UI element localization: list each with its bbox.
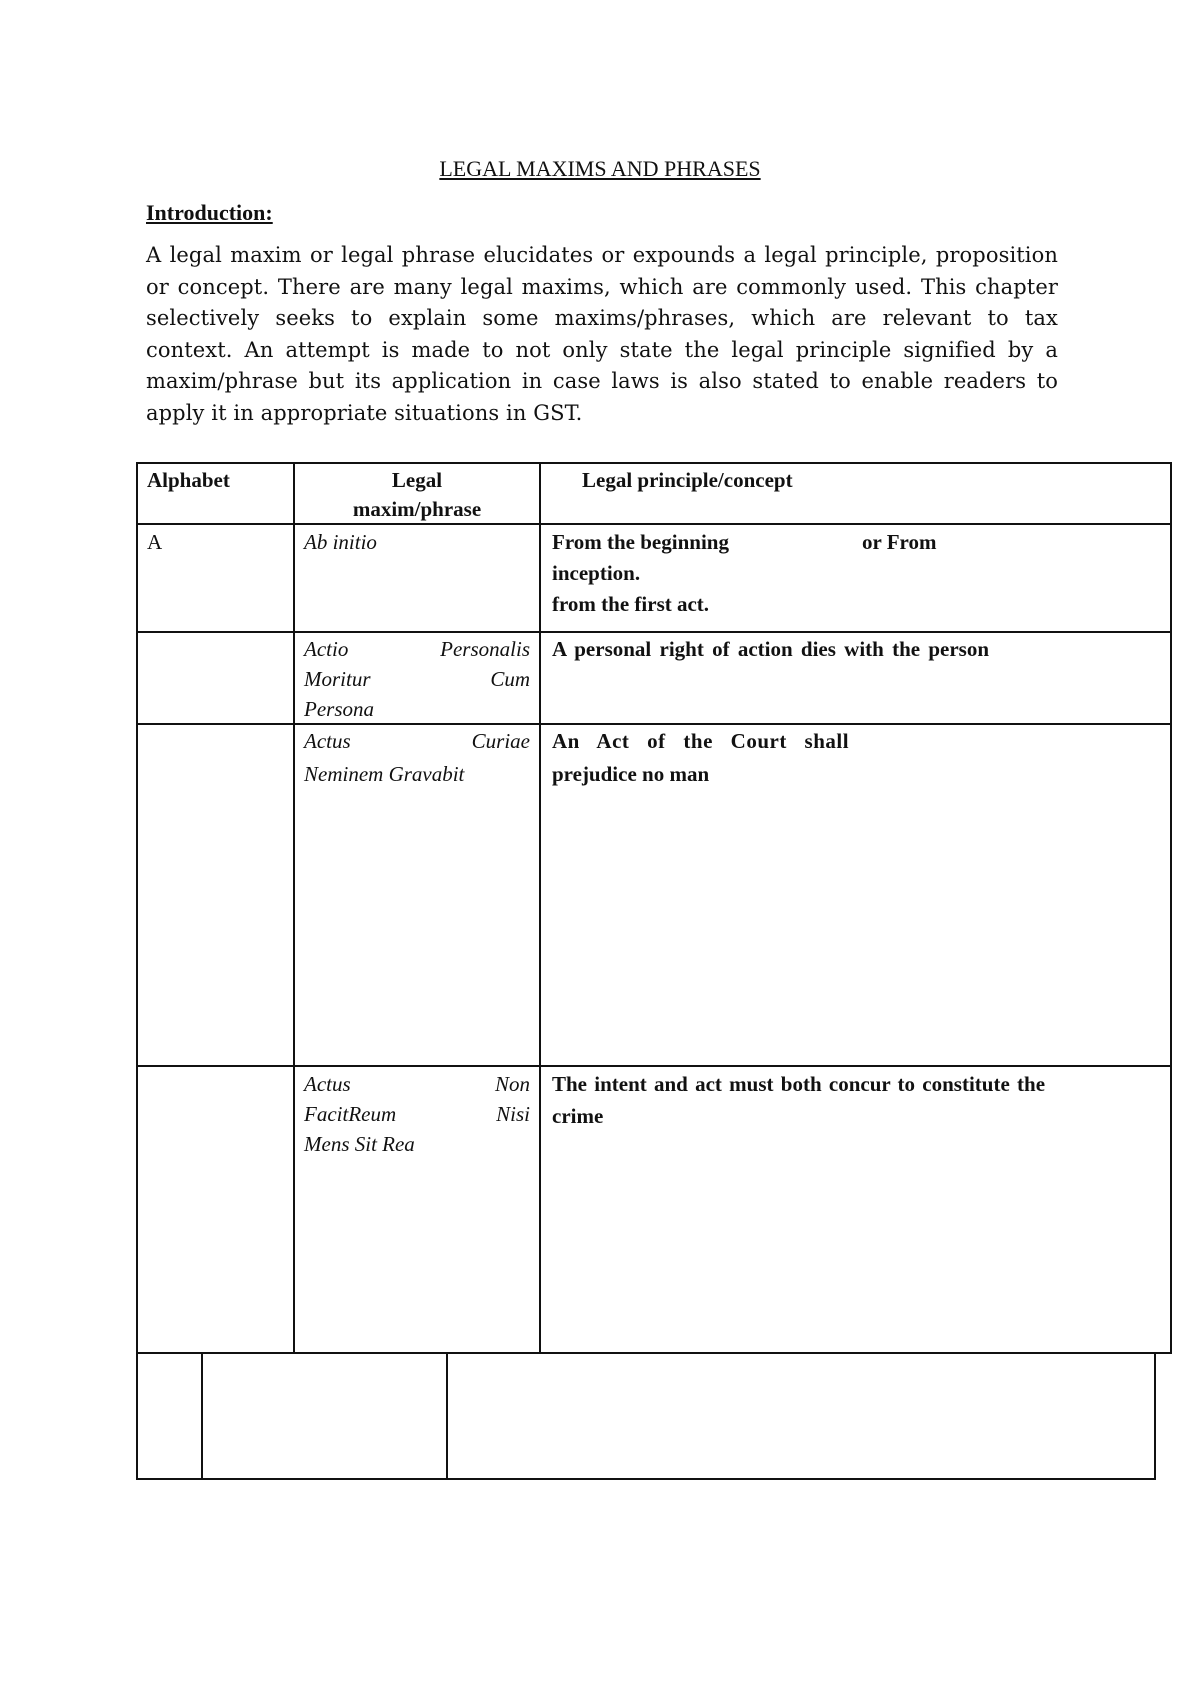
row-maxim-word: FacitReum (304, 1102, 397, 1126)
table-border-bottom (136, 1478, 1156, 1480)
row-maxim-word: Cum (490, 667, 530, 691)
table-border-right (1154, 1352, 1156, 1480)
table-col-divider (293, 462, 295, 1353)
row-maxim-word: Mens Sit Rea (304, 1132, 415, 1156)
row-maxim-word: Neminem Gravabit (304, 762, 465, 786)
row-principle-line: or From (862, 530, 937, 554)
row-principle-line: An Act of the Court shall (552, 729, 850, 753)
row-maxim-word: Actus (304, 729, 351, 753)
row-maxim-word: Curiae (471, 729, 530, 753)
header-principle: Legal principle/concept (582, 468, 793, 492)
row-alphabet: A (147, 530, 163, 554)
intro-heading: Introduction: (146, 200, 273, 225)
row-principle-line: A personal right of action dies with the person (552, 637, 990, 661)
table-row-divider (136, 1065, 1172, 1067)
row-maxim: Ab initio (304, 530, 377, 554)
row-maxim-word: Persona (304, 697, 374, 721)
row-principle-line: prejudice no man (552, 762, 710, 786)
table-border-left (136, 462, 138, 1480)
intro-paragraph: A legal maxim or legal phrase elucidates or expounds a legal principle, proposition or concept. There are many legal maxims, which are commonly used. This chapter selectively seeks to explain some maxims/phrases, which are relevant to tax context. An attempt is made to not only state the legal principle signified by a maxim/phrase but its application in case laws is also stated to enable readers to apply it in appropriate situations in GST. (146, 243, 1058, 425)
page-title: LEGAL MAXIMS AND PHRASES (439, 156, 761, 181)
table-border-top (136, 462, 1172, 464)
row-maxim-word: Personalis (440, 637, 530, 661)
row-principle-line: crime (552, 1104, 604, 1128)
table-row-divider (136, 631, 1172, 633)
header-maxim-line2: maxim/phrase (352, 497, 482, 521)
table-row-divider (136, 523, 1172, 525)
table-row-divider (136, 723, 1172, 725)
header-alphabet: Alphabet (147, 468, 230, 492)
row-maxim-word: Actus (304, 1072, 351, 1096)
row-principle-line: From the beginning (552, 530, 729, 554)
row-maxim-word: Nisi (496, 1102, 530, 1126)
row-maxim-word: Actio (304, 637, 349, 661)
table-border-right (1170, 462, 1172, 1353)
table-col-divider (446, 1352, 448, 1480)
row-principle-line: The intent and act must both concur to constitute the (552, 1072, 1046, 1096)
table-col-divider (201, 1352, 203, 1480)
row-maxim-word: Non (494, 1072, 530, 1096)
table-col-divider (539, 462, 541, 1353)
header-maxim-line1: Legal (391, 468, 443, 492)
row-principle-line: from the first act. (552, 592, 710, 616)
table-row-divider (136, 1352, 1172, 1354)
row-principle-line: inception. (552, 561, 641, 585)
row-maxim-word: Moritur (304, 667, 371, 691)
